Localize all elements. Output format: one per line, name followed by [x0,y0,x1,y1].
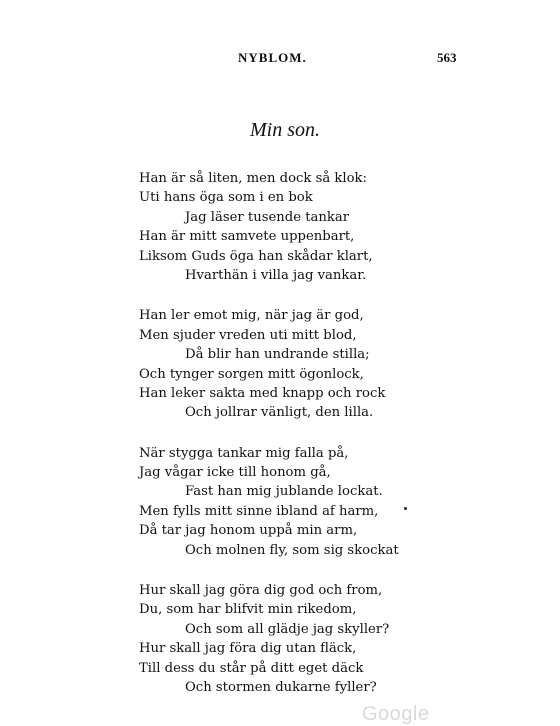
poem-line: Jag läser tusende tankar [185,209,350,225]
poem-line: Han är mitt samvete uppenbart, [139,229,355,245]
poem-title: Min son. [250,119,320,141]
poem-line: Då blir han undrande stilla; [185,347,370,363]
poem-line: Då tar jag honom uppå min arm, [139,523,358,539]
stanza [139,444,399,560]
poem-line: Fast han mig jublande lockat. [185,484,383,500]
poem-line: Men sjuder vreden uti mitt blod, [139,327,357,343]
poem-line: Och jollrar vänligt, den lilla. [185,405,374,421]
print-speck [404,507,407,510]
poem-line: Han är så liten, men dock så klok: [139,171,367,186]
poem-line: Uti hans öga som i en bok [139,190,313,206]
google-watermark: Google [362,703,430,725]
poem-line: Jag vågar icke till honom gå, [139,465,331,481]
poem-line: Hur skall jag göra dig god och from, [139,583,383,599]
poem-line: Och stormen dukarne fyller? [185,679,377,695]
poem-line: Liksom Guds öga han skådar klart, [139,248,373,264]
poem-line: Han ler emot mig, när jag är god, [139,308,364,324]
poem-line: Och som all glädje jag skyller? [185,621,390,637]
poem-line: Du, som har blifvit min rikedom, [139,602,357,618]
running-title: NYBLOM. [238,50,307,65]
running-head [0,50,560,70]
poem-line: Men fylls mitt sinne ibland af harm, [139,503,379,519]
stanza [139,306,399,422]
page-number: 563 [437,50,457,65]
poem-line: Och tynger sorgen mitt ögonlock, [139,366,364,382]
poem-line: Och molnen fly, som sig skockat [185,542,399,558]
poem-line: Till dess du står på ditt eget däck [139,660,364,676]
poem-body [139,169,399,718]
poem-line: Han leker sakta med knapp och rock [139,385,386,401]
poem-line: När stygga tankar mig falla på, [139,445,349,461]
poem-line: Hvarthän i villa jag vankar. [185,267,367,283]
poem-line: Hur skall jag föra dig utan fläck, [139,641,357,657]
stanza [139,169,399,285]
stanza [139,581,399,697]
